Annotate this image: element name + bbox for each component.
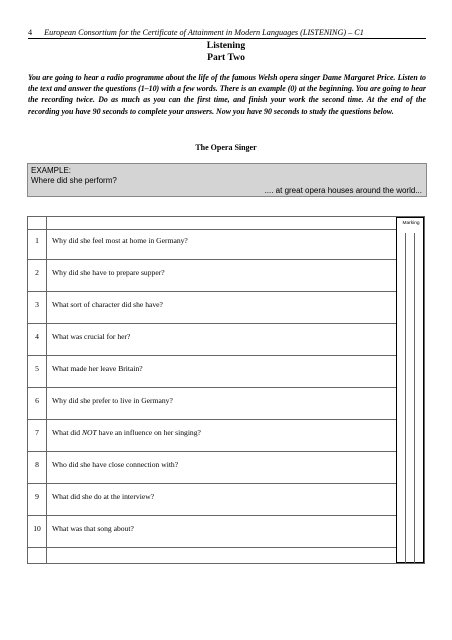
question-row (28, 459, 396, 471)
running-title: European Consortium for the Certificate of Attainment in Modern Languages (LISTENING) – C1 (44, 28, 364, 37)
row-divider (28, 419, 396, 420)
part-title: Part Two (207, 52, 245, 63)
question-text: What sort of character did she have? (52, 300, 163, 309)
question-row (28, 235, 396, 247)
example-question: Where did she perform? (31, 176, 117, 185)
marking-divider (405, 233, 406, 563)
row-divider (28, 547, 396, 548)
section-title: Listening (206, 40, 246, 51)
question-row (28, 523, 396, 535)
question-text: Who did she have close connection with? (52, 460, 179, 469)
question-number: 5 (35, 364, 39, 373)
row-divider (28, 515, 396, 516)
question-row (28, 395, 396, 407)
row-divider (28, 387, 396, 388)
question-number: 9 (35, 492, 39, 501)
question-number: 10 (33, 524, 41, 533)
question-row (28, 363, 396, 375)
example-box (27, 163, 427, 197)
row-divider (28, 483, 396, 484)
row-divider (28, 451, 396, 452)
text-title: The Opera Singer (195, 143, 257, 152)
question-row (28, 427, 396, 439)
table-header-divider (28, 229, 396, 230)
question-number: 7 (35, 428, 39, 437)
question-row (28, 267, 396, 279)
question-text: Why did she have to prepare supper? (52, 268, 165, 277)
row-divider (28, 355, 396, 356)
question-text: What made her leave Britain? (52, 364, 143, 373)
row-divider (28, 291, 396, 292)
page-number: 4 (28, 28, 33, 37)
question-number: 4 (35, 332, 39, 341)
question-number: 6 (35, 396, 39, 405)
running-header (28, 28, 426, 39)
questions-table (27, 216, 425, 564)
row-divider (28, 323, 396, 324)
question-number: 3 (35, 300, 39, 309)
question-number: 8 (35, 460, 39, 469)
question-number: 2 (35, 268, 39, 277)
question-text: What did she do at the interview? (52, 492, 155, 501)
question-row (28, 331, 396, 343)
question-text: What was crucial for her? (52, 332, 131, 341)
question-number: 1 (35, 236, 39, 245)
instructions-paragraph: You are going to hear a radio programme about the life of the famous Welsh opera singer Dame Margaret Price. Listen to the text and answer the questions (1–10) with a few words. There is an example (0) at the beginning. You are going to hear the recording twice. Do as much as you can the first time, and finish your work the second time. At the end of the recording you have 90 seconds to complete your answers. Now you have 90 seconds to study the questions below. (28, 73, 426, 116)
example-label: EXAMPLE: (31, 166, 72, 175)
question-text-part: have an influence on her singing? (96, 428, 201, 437)
question-row (28, 299, 396, 311)
question-text: Why did she prefer to live in Germany? (52, 396, 173, 405)
row-divider (28, 259, 396, 260)
marking-label: Marking (402, 221, 420, 226)
question-emphasis: NOT (81, 428, 97, 437)
question-text: Why did she feel most at home in Germany? (52, 236, 188, 245)
marking-column (396, 217, 424, 563)
question-text-part: What did (52, 428, 82, 437)
question-row (28, 491, 396, 503)
example-answer: .... at great opera houses around the world... (264, 186, 422, 195)
question-text (52, 427, 201, 439)
marking-divider (414, 233, 415, 563)
question-text: What was that song about? (52, 524, 134, 533)
